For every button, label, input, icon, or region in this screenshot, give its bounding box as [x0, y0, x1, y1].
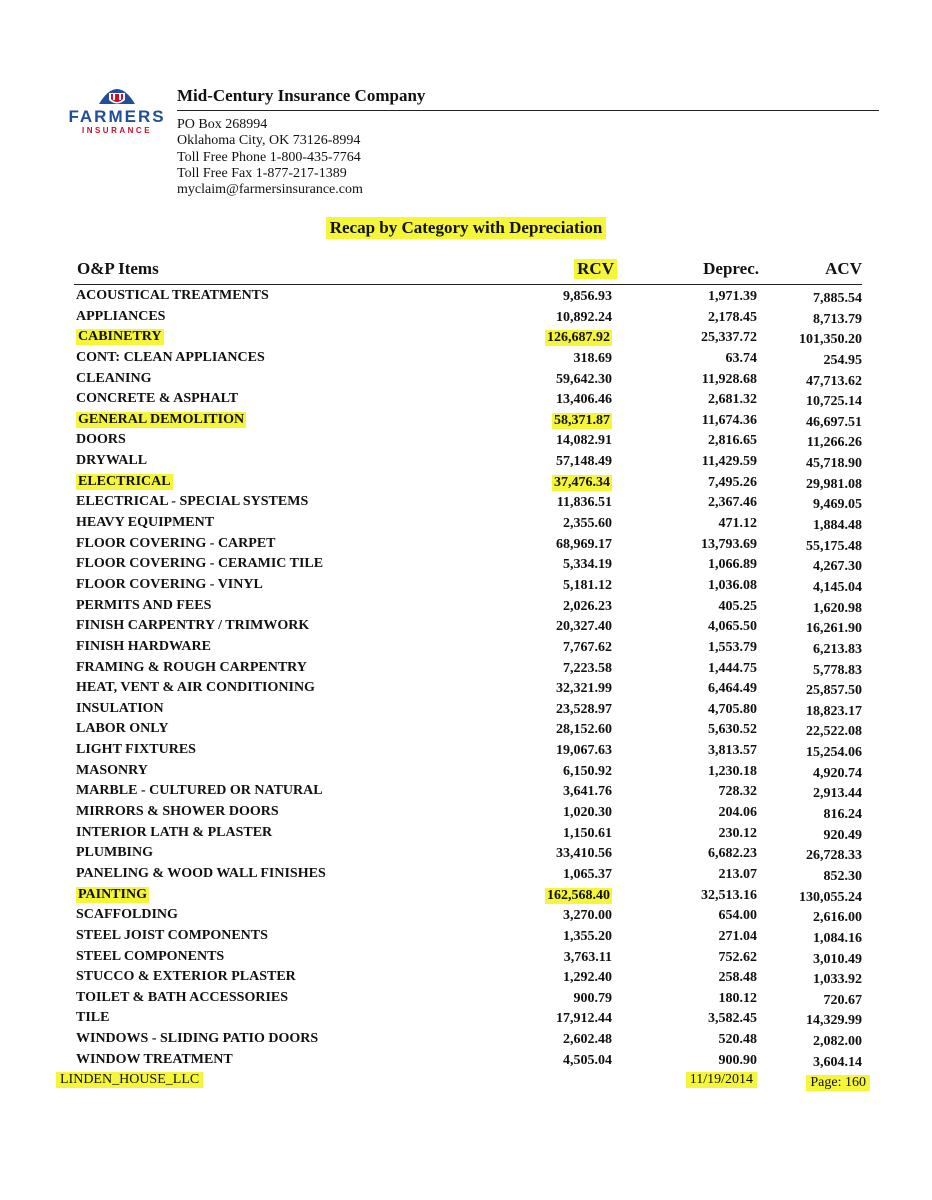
category-cell: DOORS	[76, 432, 126, 448]
deprec-cell: 471.12	[718, 516, 757, 532]
acv-cell: 1,620.98	[813, 600, 862, 616]
header-divider	[177, 110, 879, 111]
category-cell: FRAMING & ROUGH CARPENTRY	[76, 659, 307, 675]
acv-cell: 29,981.08	[806, 476, 862, 492]
category-cell: TOILET & BATH ACCESSORIES	[76, 989, 289, 1005]
acv-cell: 3,010.49	[813, 951, 862, 967]
deprec-cell: 2,178.45	[708, 309, 757, 325]
category-cell: INTERIOR LATH & PLASTER	[76, 824, 273, 840]
rcv-cell: 20,327.40	[556, 619, 612, 635]
acv-cell: 9,469.05	[813, 497, 862, 513]
rcv-cell: 6,150.92	[563, 763, 612, 779]
rcv-cell: 5,334.19	[563, 557, 612, 573]
acv-cell: 45,718.90	[806, 456, 862, 472]
rcv-cell: 7,767.62	[563, 639, 612, 655]
table-row	[0, 287, 932, 308]
farmers-logo	[62, 80, 172, 136]
category-cell: APPLIANCES	[76, 308, 166, 324]
acv-cell: 22,522.08	[806, 724, 862, 740]
rcv-cell: 5,181.12	[563, 577, 612, 593]
deprec-cell: 405.25	[718, 598, 757, 614]
rcv-cell: 126,687.92	[547, 330, 610, 346]
rcv-cell: 57,148.49	[556, 454, 612, 470]
table-row	[0, 473, 932, 494]
table-header-rule	[74, 284, 862, 285]
category-cell: DRYWALL	[76, 453, 148, 469]
deprec-cell: 1,066.89	[708, 557, 757, 573]
table-row	[0, 948, 932, 969]
category-cell: WINDOW TREATMENT	[76, 1051, 233, 1067]
footer-insured-name: LINDEN_HOUSE_LLC	[56, 1072, 203, 1088]
acv-cell: 2,082.00	[813, 1034, 862, 1050]
deprec-cell: 2,816.65	[708, 433, 757, 449]
deprec-cell: 213.07	[718, 866, 757, 882]
table-row	[0, 411, 932, 432]
category-cell: LABOR ONLY	[76, 721, 169, 737]
category-cell: INSULATION	[76, 700, 164, 716]
rcv-cell: 37,476.34	[554, 474, 610, 490]
rcv-cell: 2,602.48	[563, 1032, 612, 1048]
table-row	[0, 741, 932, 762]
phone-line: Toll Free Phone 1-800-435-7764	[177, 149, 361, 165]
rcv-cell: 2,355.60	[563, 516, 612, 532]
category-cell: MASONRY	[76, 762, 148, 778]
table-row	[0, 844, 932, 865]
rcv-cell: 23,528.97	[556, 701, 612, 717]
acv-cell: 4,920.74	[813, 765, 862, 781]
rcv-cell: 13,406.46	[556, 392, 612, 408]
table-row	[0, 514, 932, 535]
rcv-cell: 1,355.20	[563, 928, 612, 944]
deprec-cell: 258.48	[718, 970, 757, 986]
table-row	[0, 638, 932, 659]
category-cell: CABINETRY	[78, 329, 162, 345]
category-cell: PANELING & WOOD WALL FINISHES	[76, 865, 326, 881]
rcv-cell: 19,067.63	[556, 743, 612, 759]
deprec-cell: 2,367.46	[708, 495, 757, 511]
acv-cell: 16,261.90	[806, 621, 862, 637]
table-row	[0, 927, 932, 948]
table-row	[0, 308, 932, 329]
category-cell: FINISH CARPENTRY / TRIMWORK	[76, 618, 310, 634]
rcv-cell: 900.79	[573, 990, 612, 1006]
acv-cell: 254.95	[823, 352, 862, 368]
rcv-cell: 68,969.17	[556, 536, 612, 552]
deprec-cell: 271.04	[718, 928, 757, 944]
column-header-rcv: RCV	[574, 259, 617, 279]
acv-cell: 5,778.83	[813, 662, 862, 678]
deprec-cell: 7,495.26	[708, 474, 757, 490]
acv-cell: 1,884.48	[813, 518, 862, 534]
deprec-cell: 1,230.18	[708, 763, 757, 779]
column-header-items: O&P Items	[77, 259, 159, 278]
deprec-cell: 728.32	[718, 784, 757, 800]
table-row	[0, 328, 932, 349]
category-cell: STEEL COMPONENTS	[76, 948, 225, 964]
acv-cell: 2,616.00	[813, 910, 862, 926]
table-row	[0, 555, 932, 576]
acv-cell: 26,728.33	[806, 848, 862, 864]
deprec-cell: 230.12	[718, 825, 757, 841]
table-row	[0, 700, 932, 721]
category-cell: ELECTRICAL	[78, 473, 171, 489]
deprec-cell: 11,928.68	[701, 371, 757, 387]
table-row	[0, 452, 932, 473]
table-row	[0, 370, 932, 391]
category-cell: STEEL JOIST COMPONENTS	[76, 927, 268, 943]
rcv-cell: 7,223.58	[563, 660, 612, 676]
table-row	[0, 803, 932, 824]
acv-cell: 4,145.04	[813, 579, 862, 595]
acv-cell: 2,913.44	[813, 786, 862, 802]
deprec-cell: 3,582.45	[708, 1011, 757, 1027]
rcv-cell: 3,641.76	[563, 784, 612, 800]
rcv-cell: 4,505.04	[563, 1052, 612, 1068]
table-row	[0, 762, 932, 783]
category-cell: SCAFFOLDING	[76, 907, 178, 923]
acv-cell: 14,329.99	[806, 1013, 862, 1029]
rcv-cell: 3,763.11	[563, 949, 612, 965]
company-address	[177, 117, 363, 198]
table-row	[0, 886, 932, 907]
category-cell: LIGHT FIXTURES	[76, 742, 196, 758]
deprec-cell: 4,705.80	[708, 701, 757, 717]
rcv-cell: 33,410.56	[556, 846, 612, 862]
acv-cell: 15,254.06	[806, 745, 862, 761]
deprec-cell: 900.90	[718, 1052, 757, 1068]
table-row	[0, 659, 932, 680]
deprec-cell: 5,630.52	[708, 722, 757, 738]
table-row	[0, 906, 932, 927]
column-header-acv: ACV	[825, 259, 862, 278]
acv-cell: 852.30	[823, 868, 862, 884]
table-row	[0, 1030, 932, 1051]
category-cell: MARBLE - CULTURED OR NATURAL	[76, 783, 323, 799]
table-row	[0, 968, 932, 989]
table-row	[0, 576, 932, 597]
table-row	[0, 865, 932, 886]
category-cell: MIRRORS & SHOWER DOORS	[76, 804, 279, 820]
category-cell: PERMITS AND FEES	[76, 597, 212, 613]
deprec-cell: 4,065.50	[708, 619, 757, 635]
category-cell: FLOOR COVERING - CERAMIC TILE	[76, 556, 324, 572]
rcv-cell: 10,892.24	[556, 309, 612, 325]
deprec-cell: 6,464.49	[708, 681, 757, 697]
deprec-cell: 1,036.08	[708, 577, 757, 593]
category-cell: ELECTRICAL - SPECIAL SYSTEMS	[76, 494, 309, 510]
rcv-cell: 1,020.30	[563, 805, 612, 821]
logo-subtitle: INSURANCE	[81, 126, 153, 135]
acv-cell: 816.24	[823, 807, 862, 823]
acv-cell: 55,175.48	[806, 538, 862, 554]
acv-cell: 6,213.83	[813, 641, 862, 657]
acv-cell: 11,266.26	[806, 435, 862, 451]
category-cell: TILE	[76, 1010, 110, 1026]
deprec-cell: 520.48	[718, 1032, 757, 1048]
rcv-cell: 162,568.40	[547, 887, 610, 903]
category-cell: CONCRETE & ASPHALT	[76, 391, 239, 407]
footer-date: 11/19/2014	[686, 1072, 757, 1088]
deprec-cell: 11,674.36	[701, 412, 757, 428]
rcv-cell: 28,152.60	[556, 722, 612, 738]
deprec-cell: 1,444.75	[708, 660, 757, 676]
table-row	[0, 390, 932, 411]
table-row	[0, 720, 932, 741]
deprec-cell: 1,553.79	[708, 639, 757, 655]
acv-cell: 101,350.20	[799, 332, 862, 348]
acv-cell: 46,697.51	[806, 414, 862, 430]
rcv-cell: 17,912.44	[556, 1011, 612, 1027]
rcv-cell: 9,856.93	[563, 289, 612, 304]
table-row	[0, 824, 932, 845]
rcv-cell: 1,065.37	[563, 866, 612, 882]
rcv-cell: 58,371.87	[554, 412, 610, 428]
rcv-cell: 59,642.30	[556, 371, 612, 387]
farmers-shield-icon	[95, 80, 139, 108]
rcv-cell: 2,026.23	[563, 598, 612, 614]
table-row	[0, 989, 932, 1010]
rcv-cell: 318.69	[573, 350, 612, 366]
table-row	[0, 679, 932, 700]
acv-cell: 10,725.14	[806, 394, 862, 410]
address-line: Oklahoma City, OK 73126-8994	[177, 133, 361, 149]
category-cell: WINDOWS - SLIDING PATIO DOORS	[76, 1031, 319, 1047]
deprec-cell: 1,971.39	[708, 289, 757, 304]
acv-cell: 7,885.54	[813, 291, 862, 306]
deprec-cell: 204.06	[718, 805, 757, 821]
rcv-cell: 1,292.40	[563, 970, 612, 986]
table-row	[0, 349, 932, 370]
category-cell: FINISH HARDWARE	[76, 638, 211, 654]
acv-cell: 3,604.14	[813, 1054, 862, 1070]
acv-cell: 720.67	[823, 992, 862, 1008]
category-table	[0, 287, 932, 1071]
deprec-cell: 752.62	[718, 949, 757, 965]
rcv-cell: 1,150.61	[563, 825, 612, 841]
deprec-cell: 3,813.57	[708, 743, 757, 759]
acv-cell: 130,055.24	[799, 889, 862, 905]
address-line: PO Box 268994	[177, 117, 268, 132]
category-cell: HEAVY EQUIPMENT	[76, 515, 215, 531]
deprec-cell: 654.00	[718, 908, 757, 924]
category-cell: FLOOR COVERING - VINYL	[76, 576, 263, 592]
deprec-cell: 32,513.16	[701, 887, 757, 903]
table-row	[0, 782, 932, 803]
category-cell: CONT: CLEAN APPLIANCES	[76, 349, 265, 365]
acv-cell: 47,713.62	[806, 373, 862, 389]
table-row	[0, 535, 932, 556]
category-cell: CLEANING	[76, 370, 152, 386]
deprec-cell: 11,429.59	[701, 454, 757, 470]
fax-line: Toll Free Fax 1-877-217-1389	[177, 165, 347, 181]
logo-wordmark: FARMERS	[68, 107, 166, 126]
company-name: Mid-Century Insurance Company	[177, 86, 426, 105]
email-line: myclaim@farmersinsurance.com	[177, 182, 363, 198]
category-cell: STUCCO & EXTERIOR PLASTER	[76, 969, 296, 985]
category-cell: PLUMBING	[76, 845, 153, 861]
acv-cell: 1,033.92	[813, 972, 862, 988]
deprec-cell: 13,793.69	[701, 536, 757, 552]
footer-page-number: Page: 160	[806, 1075, 870, 1091]
deprec-cell: 6,682.23	[708, 846, 757, 862]
rcv-cell: 32,321.99	[556, 681, 612, 697]
acv-cell: 18,823.17	[806, 703, 862, 719]
acv-cell: 1,084.16	[813, 930, 862, 946]
deprec-cell: 63.74	[725, 350, 757, 366]
rcv-cell: 14,082.91	[556, 433, 612, 449]
table-row	[0, 597, 932, 618]
column-header-deprec: Deprec.	[703, 259, 759, 278]
table-row	[0, 493, 932, 514]
rcv-cell: 11,836.51	[556, 495, 612, 511]
category-cell: ACOUSTICAL TREATMENTS	[76, 288, 269, 303]
table-row	[0, 1009, 932, 1030]
category-cell: HEAT, VENT & AIR CONDITIONING	[76, 680, 315, 696]
report-title: Recap by Category with Depreciation	[326, 217, 607, 239]
acv-cell: 8,713.79	[813, 311, 862, 327]
table-row	[0, 617, 932, 638]
deprec-cell: 180.12	[718, 990, 757, 1006]
rcv-cell: 3,270.00	[563, 908, 612, 924]
table-row	[0, 431, 932, 452]
acv-cell: 920.49	[823, 827, 862, 843]
category-cell: FLOOR COVERING - CARPET	[76, 535, 276, 551]
acv-cell: 4,267.30	[813, 559, 862, 575]
deprec-cell: 25,337.72	[701, 330, 757, 346]
category-cell: PAINTING	[78, 886, 147, 902]
category-cell: GENERAL DEMOLITION	[78, 411, 245, 427]
table-row	[0, 1051, 932, 1072]
deprec-cell: 2,681.32	[708, 392, 757, 408]
acv-cell: 25,857.50	[806, 683, 862, 699]
